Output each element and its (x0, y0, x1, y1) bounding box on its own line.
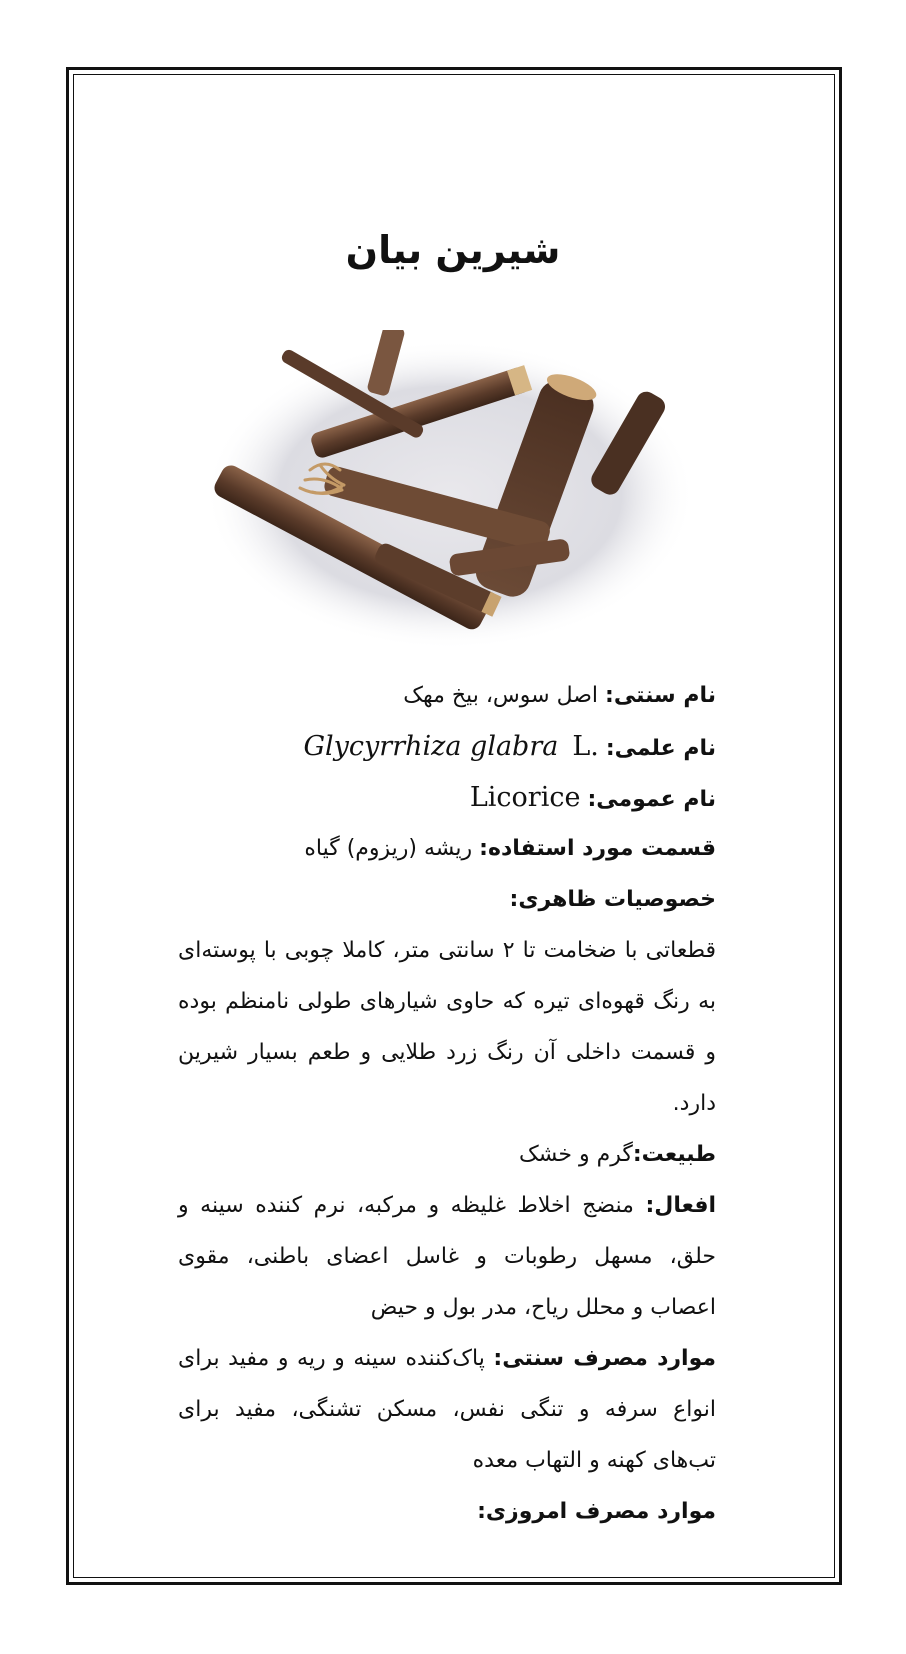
part-used-label: قسمت مورد استفاده: (479, 836, 716, 861)
nature-label: طبیعت: (632, 1142, 716, 1167)
page-title: شیرین بیان (345, 228, 561, 272)
actions-label: افعال: (645, 1193, 717, 1218)
traditional-uses-paragraph (178, 1333, 716, 1486)
nature-row (178, 1129, 716, 1180)
appearance-text: قطعاتی با ضخامت تا ۲ سانتی متر، کاملا چوبی با پوسته‌ای به رنگ قهوه‌ای تیره که حاوی شیارهای طولی نامنظم بوده و قسمت داخلی آن رنگ زرد طلایی و طعم بسیار شیرین دارد. (178, 938, 717, 1116)
modern-uses-row (178, 1486, 716, 1537)
monograph-body (178, 670, 716, 1537)
modern-uses-label: موارد مصرف امروزی: (477, 1499, 716, 1524)
common-name-row (178, 772, 716, 823)
scientific-name-author: L. (572, 731, 599, 762)
scientific-name-row (178, 721, 716, 772)
nature-value: گرم و خشک (519, 1142, 633, 1167)
part-used-row (178, 823, 716, 874)
traditional-uses-label: موارد مصرف سنتی: (493, 1346, 716, 1371)
common-name-label: نام عمومی: (587, 787, 716, 812)
appearance-label: خصوصیات ظاهری: (509, 887, 716, 912)
common-name-value: Licorice (469, 782, 581, 813)
traditional-name-row (178, 670, 716, 721)
appearance-heading-row (178, 874, 716, 925)
scientific-name-group (303, 731, 599, 762)
licorice-root-photo (200, 330, 700, 660)
actions-text: منضج اخلاط غلیظه و مرکبه، نرم کننده سینه و حلق، مسهل رطوبات و غاسل اعضای باطنی، مقوی اعصاب و محلل ریاح، مدر بول و حیض (178, 1193, 716, 1320)
actions-paragraph (178, 1180, 716, 1333)
traditional-name-label: نام سنتی: (605, 683, 716, 708)
traditional-uses-text: پاک‌کننده سینه و ریه و مفید برای انواع سرفه و تنگی نفس، مسکن تشنگی، مفید برای تب‌های کهنه و التهاب معده (178, 1346, 716, 1473)
part-used-value: ریشه (ریزوم) گیاه (304, 836, 473, 861)
traditional-name-value: اصل سوس، بیخ مهک (403, 683, 599, 708)
scientific-name-value: Glycyrrhiza glabra (303, 731, 559, 762)
scientific-name-label: نام علمی: (605, 736, 716, 761)
